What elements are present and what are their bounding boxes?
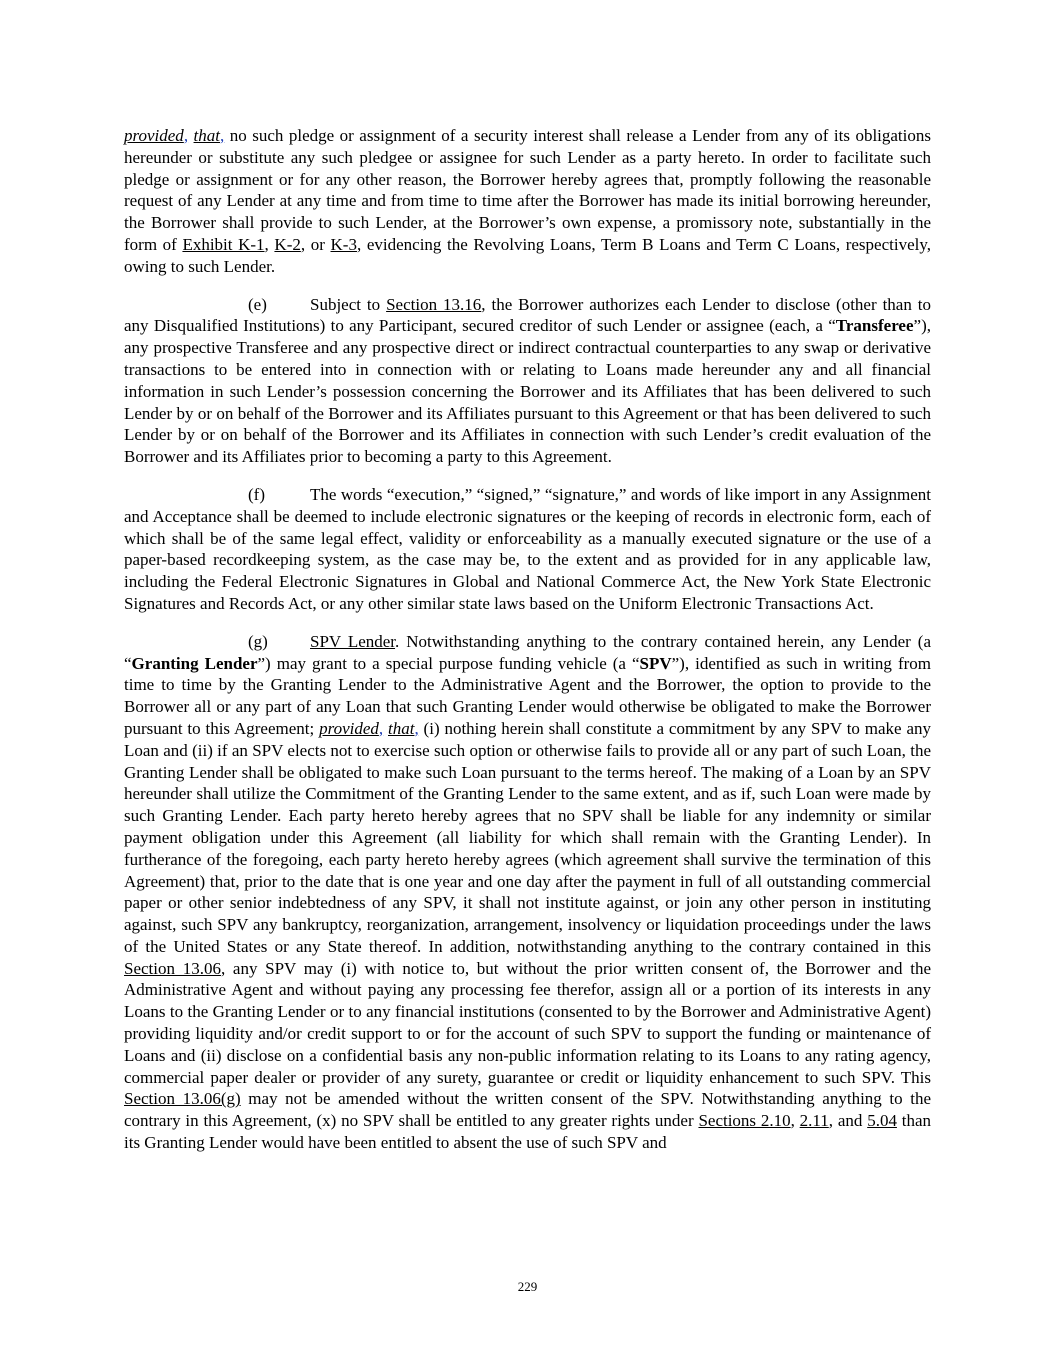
cross-reference: Section 13.16 bbox=[386, 294, 482, 314]
section-marker: (g) bbox=[248, 631, 268, 651]
cross-reference: 5.04 bbox=[867, 1111, 897, 1131]
cross-reference: Sections 2.10 bbox=[698, 1111, 791, 1131]
text-run: than its Granting Lender would have been entitled to absent the use of such SPV and bbox=[124, 1111, 932, 1153]
text-run: , any SPV may (i) with notice to, but without the prior written consent of, the Borrower and the Administrative Agent and without paying any processing fee therefor, assign all or a portion of its interests in any Loans to the Granting Lender or to any financial institutions (consented to by the Borrower and Administrative Agent) providing liquidity and/or credit support to or for the account of such SPV to support the funding or maintenance of Loans and (ii) disclose on a confidential basis any non-public information relating to its Loans to any rating agency, commercial paper dealer or provider of any surety, guarantee or credit or liquidity enhancement to such SPV. This bbox=[124, 958, 931, 1087]
cross-reference: 2.11 bbox=[799, 1111, 829, 1131]
text-run: The words “execution,” “signed,” “signature,” and words of like import in any Assignment and Acceptance shall be deemed to include electronic signatures or the keeping of records in electronic form, each of which shall be of the same legal effect, validity or enforceability as a manually executed signature or the use of a paper-based recordkeeping system, as the case may be, to the extent and as provided for in any applicable law, including the Federal Electronic Signatures in Global and National Commerce Act, the New York State Electronic Signatures and Records Act, or any other similar state laws based on the Uniform Electronic Transactions Act. bbox=[124, 484, 931, 613]
link-punctuation: , bbox=[183, 126, 189, 145]
text-run: , bbox=[790, 1111, 800, 1131]
cross-reference: K-3 bbox=[330, 234, 357, 254]
text-run: ”), any prospective Transferee and any prospective direct or indirect contractual counterparties to any swap or derivative transactions to be entered into in connection with or relating to Loans made hereunder any and all financial information in such Lender’s possession concerning the Borrower and its Affiliates that has been delivered to such Lender by or on behalf of the Borrower and its Affiliates pursuant to this Agreement or that has been delivered to such Lender by or on behalf of the Borrower and its Affiliates in connection with such Lender’s credit evaluation of the Borrower and its Affiliates prior to becoming a party to this Agreement. bbox=[124, 316, 931, 467]
cross-reference: Exhibit K-1 bbox=[182, 234, 265, 254]
paragraph-section-g bbox=[124, 631, 931, 1154]
cross-reference: K-2 bbox=[274, 234, 301, 254]
text-run: no such pledge or assignment of a security interest shall release a Lender from any of its obligations hereunder or substitute any such pledgee or assignee for such Lender as a party hereto. In order to facilitate such pledge or assignment or for any other reason, the Borrower hereby agrees that, promptly following the reasonable request of any Lender at any time and from time to time after the Borrower has made its initial borrowing hereunder, the Borrower shall provide to such Lender, at the Borrower’s own expense, a promissory note, substantially in the form of bbox=[124, 126, 931, 254]
emphasis-term: provided bbox=[124, 126, 184, 145]
text-run: , the Borrower authorizes each Lender to disclose (other than to any Disqualified Institutions) to any Participant, secured creditor of such Lender or assignee (each, a “ bbox=[124, 294, 932, 336]
cross-reference: Section 13.06(g) bbox=[124, 1089, 241, 1109]
paragraph-section-f bbox=[124, 484, 931, 615]
text-run: , bbox=[264, 234, 275, 254]
text-run: , evidencing the Revolving Loans, Term B Loans and Term C Loans, respectively, owing to such Lender. bbox=[124, 234, 931, 276]
paragraph-pledge bbox=[124, 125, 931, 278]
section-marker: (e) bbox=[248, 294, 267, 314]
text-run: , and bbox=[828, 1111, 868, 1131]
body-text bbox=[124, 125, 931, 1154]
text-run: . Notwithstanding anything to the contrary contained herein, any Lender (a “ bbox=[124, 631, 932, 673]
text-run: (i) nothing herein shall constitute a commitment by any SPV to make any Loan and (ii) if an SPV elects not to exercise such option or otherwise fails to provide all or any part of such Loan, the Granting Lender shall be obligated to make such Loan pursuant to the terms hereof. The making of a Loan by an SPV hereunder shall utilize the Commitment of the Granting Lender to the same extent, and as if, such Loan were made by such Granting Lender. Each party hereto hereby agrees that no SPV shall be liable for any indemnity or similar payment obligation under this Agreement (all liability for which shall remain with the Granting Lender). In furtherance of the foregoing, each party hereto hereby agrees (which agreement shall survive the termination of this Agreement) that, prior to the date that is one year and one day after the payment in full of all outstanding commercial paper or other senior indebtedness of any SPV, it shall not institute against, or join any other person in instituting against, such SPV any bankruptcy, reorganization, arrangement, insolvency or liquidation proceedings under the laws of the United States or any State thereof. In addition, notwithstanding anything to the contrary contained in this bbox=[124, 718, 932, 956]
defined-term: Transferee bbox=[835, 316, 914, 336]
link-punctuation: , bbox=[378, 718, 384, 738]
emphasis-term: that bbox=[193, 126, 220, 145]
emphasis-term: provided bbox=[319, 718, 379, 738]
link-punctuation: , bbox=[414, 718, 419, 738]
defined-term: SPV bbox=[639, 653, 672, 673]
paragraph-section-e bbox=[124, 294, 931, 468]
page-number: 229 bbox=[517, 1279, 538, 1294]
section-marker: (f) bbox=[248, 484, 265, 504]
cross-reference: SPV Lender bbox=[310, 631, 396, 651]
text-run: Subject to bbox=[310, 294, 387, 314]
text-run: ”) may grant to a special purpose funding vehicle (a “ bbox=[257, 653, 640, 673]
link-punctuation: , bbox=[220, 126, 225, 145]
defined-term: Granting Lender bbox=[131, 653, 258, 673]
text-run: may not be amended without the written consent of the SPV. Notwithstanding anything to the contrary in this Agreement, (x) no SPV shall be entitled to any greater rights under bbox=[124, 1089, 931, 1131]
cross-reference: Section 13.06 bbox=[124, 958, 221, 978]
text-run: ”), identified as such in writing from time to time by the Granting Lender to the Administrative Agent and the Borrower, the option to provide to the Borrower all or any part of any Loan that such Granting Lender would otherwise be obligated to make the Borrower pursuant to this Agreement; bbox=[124, 653, 931, 738]
text-run: , or bbox=[300, 234, 331, 254]
emphasis-term: that bbox=[388, 718, 415, 738]
